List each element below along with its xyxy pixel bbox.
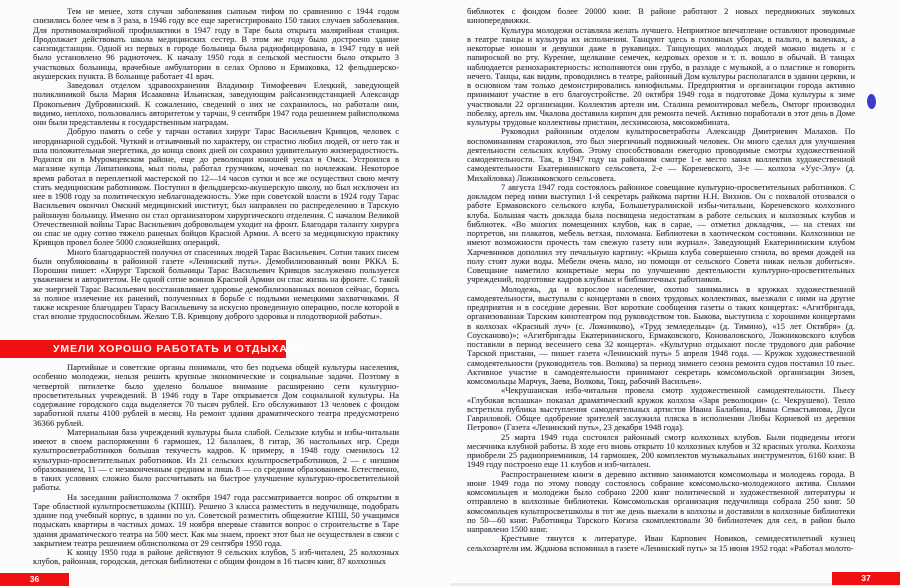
paragraph: Много благодарностей получил от спасенных людей Тарас Васильевич. Сотни таких писем были опубликованы в районной газете «Ленинский путь». Демобилизованный воин РККА Б. Порошин пишет: «Хирург Тарской больницы Тарас Васильевич Кривцов заслуженно пользуется уважением и авторитетом. Не одной сотне воинов Красной Армии он спас жизнь на фронте. С такой же энергией Тарас Васильевич восстанавливает здоровье демобилизованных воинов сейчас, борясь за полное излечение их ранений, полученных в борьбе с подлыми немецкими захватчиками. Я также искренне благодарен Тарасу Васильевичу за искусно проведенную операцию, после которой я стал вполне трудоспособным. Желаю Т.В. Кривцову доброго здоровья и плодотворной работы».	[33, 246, 399, 322]
paragraph: Молодежь, да и взрослое население, охотно занимались в кружках художественной самодеятельности, выступали с концертами в своих трудовых коллективах, выезжали с ними на другие предприятия и в соседние деревни. Вот короткие сообщения газеты о таких концертах: «Агитбригада, организованная Тарским кинотеатром под руководством тов. Быкова, выступила с хорошими концертами в колхозах «Красный луч» (с. Ложниково), «Труд земледельца» (д. Тимино), «15 лет Октября» (д. Соусканово)»; «Агитбригады Екатерининского, Ермаковского, Коноваловского, Ложниковского клубов поставили в период весеннего сева 32 концерта». «Культурно отдыхают после трудового дня рабочие Тарской пристани, — пишет газета «Ленинский путь» 5 апреля 1948 года. — Кружок художественной самодеятельности (руководитель тов. Волкова) за период зимнего сезона ремонта судов поставил 10 пьес. Активное участие в самодеятельности принимают секретарь комсомольской организации Зюзев, комсомольцы Марчук, Заева, Волкова, Токц, рабочий Васильев».	[467, 283, 855, 386]
paragraph: 25 марта 1949 года состоялся районный смотр колхозных клубов. Были подведены итоги месячника клубной работы. В ходе его вновь открыто 10 колхозных клубов и 32 красных уголка. Колхозы приобрели 25 радиоприемников, 14 гармошек, 200 комплектов музыкальных инструментов, 6160 книг. В 1949 году построено еще 11 клубов и изб-читален.	[467, 431, 855, 470]
left-page-text-before-heading	[33, 7, 399, 339]
paragraph: Руководил районным отделом культпросветработы Александр Дмитриевич Малахов. По воспоминаниям старожилов, это был энергичный подвижный человек. Он много сделал для улучшения деятельности сельских клубов. Этому способствовали ежегодно проводимые смотры художественной самодеятельности. Так, в 1947 году на районном смотре 1-е место занял коллектив художественной самодеятельности Екатерининского сельсовета, 2-е — Кореневского, 3-е — колхоза «Уус-Элу» (д. Михайловка) Ложниковского сельсовета.	[467, 126, 855, 183]
paragraph: Материальная база учреждений культуры была слабой. Сельские клубы и избы-читальни имеют в своем распоряжении 6 гармошек, 12 балалаек, 8 гитар, 36 настольных игр. Среди культпросветработников большая текучесть кадров. К примеру, в 1948 году сменилось 12 культурно-просветительных работников. Из 21 сельских культпросветработников, 2 — с низшим образованием, 11 — с незаконченным средним и лишь 8 — со средним образованием. Естественно, в таких условиях сложно было рассчитывать на быстрое улучшение культурно-просветительной работы.	[33, 426, 399, 493]
paragraph: Добрую память о себе у тарчан оставил хирург Тарас Васильевич Кривцов, человек с неординарной судьбой. Чуткий и отзывчивый по характеру, он страстно любил людей, от него так и шла положительная энергетика, до конца своих дней он сохранил удивительную жизнерадостность. Родился он в Муромцевском районе, еще до революции юношей уехал в Омск. Устроился в магазине купца Липатникова, мыл полы, работал грузчиком, ночевал по ночлежкам. Некоторое время работал в переплетной мастерской по 12—14 часов сутки и все же осуществил свою мечту стать медицинским работником. Поступил в фельдшерско-акушерскую школу, но был исключен из нее в 1908 году за политическую неблагонадежность. Уже при советской власти в 1924 году Тарас Васильевич окончил Омский медицинский институт, был направлен по распределению в Тарскую районную больницу. Именно он стал организатором хирургического отделения. С началом Великой Отечественной войны Тарас Васильевич добровольцем уходит на фронт. Благодаря таланту хирурга он спас не одну сотню тяжело раненых бойцов Красной Армии. А всего за медицинскую практику Кривцов провел более 5000 сложнейших операций.	[33, 126, 399, 248]
page-number-right: 37	[832, 572, 900, 585]
paragraph: Тем не менее, хотя случаи заболевания сыпным тифом по сравнению с 1944 годом снизились более чем в 3 раза, в 1946 году все еще зарегистрировано 150 таких случаев заболевания. Для противомалярийной профилактики в 1947 году в Таре была открыта малярийная станция. Продолжает действовать школа медицинских сестер. В этом же году было достроено здание санэпидстанции. Одной из первых в городе больница была радиофицирована, в 1947 году в ней было установлено 96 радиоточек. К началу 1950 года в сельской местности было открыто 3 участковых больницы, врачебные амбулатории в селах Орлово и Ермаковка, 12 фельдшерско-акушерских пункта. В больнице работает 41 врач.	[33, 7, 399, 81]
blue-ink-mark-icon	[867, 94, 877, 109]
paragraph: 7 августа 1947 года состоялось районное совещание культурно-просветительных работников. С докладом перед ними выступил 1-й секретарь райкома партии Н.Н. Вихнов. Он с похвалой отозвался о работе Ермаковского сельского клуба, Большетуралинской избы-читальни, Кореневского колхозного клуба. Большая часть доклада была посвящена недостаткам в работе сельских и колхозных клубов и библиотек. «Во многих помещениях клубов, как в сарае, — отметил докладчик, — на стенах ни портретов, ни плакатов, мебель ветхая, поломана. Библиотеки в хаотическом состоянии. Колхозники не имеют возможности прочесть там свежую газету или журнал». Заведующий Екатерининским клубом Харчевников дополнил эту печальную картину: «Крыша клуба совершенно сгнила, во время дождей на полу стоят лужи воды. Мебели очень мало, но помощи от сельского Совета никак нельзя добиться». Совещание наметило конкретные меры по улучшению деятельности культурно-просветительных учреждений, подготовке кадров клубных и библиотечных работников.	[467, 181, 855, 285]
paragraph: Заведовал отделом здравоохранения Владимир Тимофеевич Елецкий, заведующей поликлиникой была Мария Исааковна Ильинская, заведующим райсанэпидстанцией Александр Прокопьевич Дубровинский. К сожалению, сведений о них не сохранилось, но работали они, видимо, неплохо, пользовались авторитетом у тарчан, 9 сентября 1947 года решением райисполкома они были представлены к государственным наградам.	[33, 80, 399, 127]
paragraph: Партийные и советские органы понимали, что без подъема общей культуры населения, особенно молодежи, нельзя решить крупные экономические и социальные задачи. Поэтому в четвертой пятилетке было уделено большое внимание расширению сети культурно-просветительных учреждений. В 1946 году в Таре открывается Дом социальной культуры. На содержание городского сада выделяется 70 тысяч рублей. Его обслуживают 13 человек с фондом заработной платы 4100 рублей в месяц. На ремонт здания драматического театра предусмотрено 36366 рублей.	[33, 363, 399, 428]
paragraph: На заседании райисполкома 7 октября 1947 года рассматривается вопрос об открытии в Таре областной культпросветшколы (КПШ). Решено 3 класса разместить в педучилище, подобрать здание под учебный корпус, в здании по ул. Советской разместить общежитие КПШ, 50 учащимся подыскать квартиры в частных домах. 19 ноября впервые ставится вопрос о строительстве в Таре здания драматического театра на 500 мест. Как мы знаем, проект этот был не осуществлен в связи с закрытием театра решением облисполкома от 29 сентября 1950 года.	[33, 491, 399, 548]
paragraph: «Чекрушанская изба-читальня провела смотр художественной самодеятельности. Пьесу «Глубокая вспашка» показал драматический кружок колхоза «Заря революции» (с. Чекрушево). Тепло встретила публика выступления самодеятельных артистов Ивана Балабина, Ивана Севастьянова, Дуси Гавриловой. Общее одобрение зрителей заслужила пляска в исполнении Любы Корневой из деревни Петрово» (Газета «Ленинский путь», 23 декабря 1948 года).	[467, 385, 855, 433]
page-number-left: 36	[0, 573, 69, 586]
right-page-text	[467, 7, 855, 577]
section-heading: УМЕЛИ ХОРОШО РАБОТАТЬ И ОТДЫХАТЬ	[53, 343, 304, 355]
paragraph: Крестьяне тянутся к литературе. Иван Карпович Новиков, семидесятилетний кузнец сельхозартели им. Жданова вспоминал в газете «Ленинский путь» за 15 июня 1952 года: «Работал молото-	[467, 533, 855, 553]
paragraph: Распространением книги в деревню активно занимаются комсомольцы и молодежь города. В июне 1949 года по этому поводу состоялось собрание комсомольско-молодежного актива. Силами комсомольцев и молодежи было собрано 2200 книг политической и художественной литературы и отправлено в колхозные библиотеки. Комсомольская организация педучилища собрала 250 книг. 50 комсомольцев культпросветшколы в тот же день выехали в колхозы и доставили в колхозные библиотеки по 50—60 книг. Работницы Тарского Когиза скомплектовали 30 библиотечек для сел, в район было направлено 1500 книг.	[467, 468, 855, 534]
section-heading-banner	[0, 340, 304, 358]
paragraph: Культура молодежи оставляла желать лучшего. Неприятное впечатление оставляют проводимые в театре танцы и культура их исполнения. Танцуют здесь в головных уборах, в пальто, в валенках, а некоторые юноши и девушки даже в рукавицах. Танцующих молодых людей можно видеть и с папироской во рту. Курение, щелкание семечек, кедровых орехов и т. п. вошло в обычай. В танцах наблюдается разнохарактерность: исполняются они грубо, в разладе с музыкой, а о пластике и говорить нечего. Танцы, как видим, проводились в театре, районный Дом культуры располагался в здании церкви, и в основном там только демонстрировались кинофильмы. Предприятия и организации города активно принимают участие в его благоустройстве. 20 октября 1949 года в подготовке Дома культуры к зиме участвовали 22 организации. Коллектив артели им. Сталина ремонтировал мебель, Омторг производил побелку, артель им. Чкалова доставила кирпич для ремонта печей. Активно поработали в этот день в Доме культуры трудовые коллективы пристани, лесхимсоюза, мясокомбината.	[467, 24, 855, 127]
paragraph: К концу 1950 года в районе действуют 9 сельских клубов, 5 изб-читален, 25 колхозных клубов, районная, городская, детская библиотеки с общим фондом в 16 тысяч книг, 87 колхозных	[33, 547, 399, 567]
left-page-text-after-heading	[33, 363, 399, 569]
paragraph: библиотек с фондом более 20000 книг. В районе работают 2 новых передвижных звуковых кинопередвижки.	[467, 7, 855, 26]
right-page	[450, 0, 900, 586]
